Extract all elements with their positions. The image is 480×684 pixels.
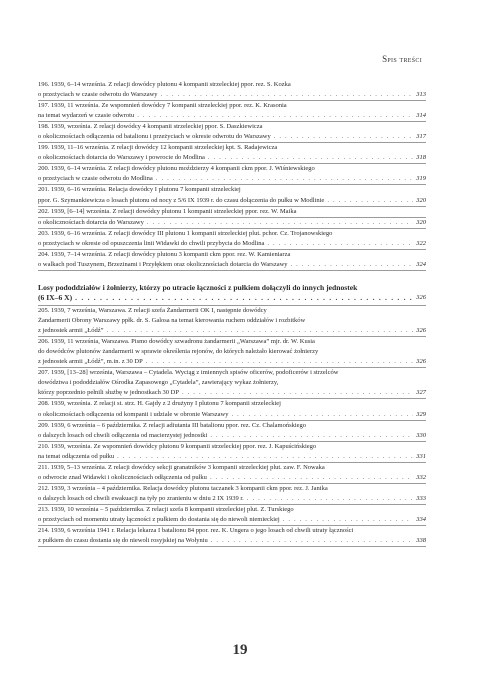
- toc-entry-text: na temat wydarzeń w czasie odwrotu: [38, 112, 135, 120]
- toc-entry-page: 319: [416, 175, 426, 183]
- toc-entry: [38, 250, 426, 270]
- section-spacer: [38, 271, 426, 283]
- toc-entry: [38, 122, 426, 142]
- toc-entry: [38, 399, 426, 419]
- section-title-line: (6 IX–6 X): [38, 293, 73, 303]
- toc-entry: [38, 164, 426, 184]
- toc-entry-page: 318: [416, 154, 426, 162]
- toc-entry-line: 203. 1939, 6–16 września. Z relacji dowódcy III plutonu 1 kompanii strzeleckiej plut. pchor. Cz. Trojanowskiego: [38, 229, 333, 237]
- toc-entry-text: o odwrocie znad Widawki i okolicznościach odłączenia od pułku: [38, 473, 207, 481]
- toc-entry-line: 199. 1939, 11–16 września. Z relacji dowódcy 12 kompanii strzeleckiej kpt. S. Radajewicza: [38, 144, 278, 152]
- toc-entry-leader-line: [38, 260, 426, 270]
- toc-entry-leader-line: [38, 357, 426, 367]
- dot-leader: [274, 132, 414, 142]
- toc-entry-line: 213. 1939, 10 września – 5 października. Z relacji szefa 8 kompanii strzeleckiej plut. Z. Turskiego: [38, 505, 294, 513]
- table-of-contents: [38, 80, 426, 547]
- toc-entry-text: o dalszych losach od chwili odłączenia od macierzystej jednostki: [38, 431, 208, 439]
- toc-entry-page: 326: [416, 327, 426, 335]
- dot-leader: [211, 536, 413, 546]
- toc-entry-page: 332: [416, 473, 426, 481]
- dot-leader: [291, 260, 414, 270]
- toc-entry-page: 320: [416, 218, 426, 226]
- toc-entry-page: 333: [416, 494, 426, 502]
- toc-entry: [38, 368, 426, 398]
- toc-entry-line: 211. 1939, 5–13 września. Z relacji dowódcy sekcji granatników 3 kompanii strzeleckiej plut. zaw. F. Nowaka: [38, 463, 325, 471]
- dot-leader: [327, 196, 413, 206]
- toc-entry-leader-line: [38, 196, 426, 206]
- dot-leader: [146, 357, 414, 367]
- toc-entry: [38, 80, 426, 100]
- toc-entry: [38, 463, 426, 483]
- toc-entry-line: 212. 1939, 3 września – 4 października. Relacja dowódcy plutonu taczanek 3 kompanii ckm ppor. rez. J. Janika: [38, 484, 328, 492]
- toc-entry-line: 201. 1939, 6–16 września. Relacja dowódcy I plutonu 7 kompanii strzeleckiej: [38, 186, 241, 194]
- dot-leader: [75, 293, 413, 304]
- toc-entry-leader-line: [38, 174, 426, 184]
- toc-entry: [38, 229, 426, 249]
- entries-group-a: [38, 80, 426, 271]
- toc-entry-text: o przeżyciach w czasie odwrotu do Warszawy: [38, 91, 158, 99]
- section-heading: [38, 283, 426, 304]
- toc-entry-page: 326: [416, 358, 426, 366]
- toc-entry-leader-line: [38, 153, 426, 163]
- dot-leader: [283, 515, 414, 525]
- toc-entry-line: 205. 1939, 7 września, Warszawa. Z relacji szefa Żandarmerii OK I, następnie dowódcy: [38, 307, 267, 315]
- toc-entry-page: 322: [416, 239, 426, 247]
- toc-entry-text: o okolicznościach dotarcia do Warszawy: [38, 218, 144, 226]
- toc-entry: [38, 484, 426, 504]
- toc-entry: [38, 421, 426, 441]
- dot-leader: [208, 153, 413, 163]
- toc-entry: [38, 505, 426, 525]
- toc-entry-page: 320: [416, 196, 426, 204]
- toc-entry-page: 317: [416, 133, 426, 141]
- toc-entry-line: 210. 1939, września. Ze wspomnień dowódcy plutonu 9 kompanii strzeleckiej ppor. rez. J. Kapuścińskiego: [38, 442, 317, 450]
- toc-entry-leader-line: [38, 90, 426, 100]
- toc-entry-line: 214. 1939, 6 września 1941 r. Relacja lekarza I batalionu 84 ppor. rez. K. Ungera o jego losach od chwili utraty łączności: [38, 527, 354, 535]
- toc-entry-leader-line: [38, 388, 426, 398]
- toc-entry-page: 334: [416, 515, 426, 523]
- dot-leader: [210, 431, 413, 441]
- toc-entry: [38, 143, 426, 163]
- toc-entry: [38, 207, 426, 217]
- toc-entry-page: 314: [416, 112, 426, 120]
- dot-leader: [147, 218, 413, 228]
- toc-entry-line: 200. 1939, 6–14 września. Z relacji dowódcy plutonu moździerzy 4 kompanii ckm ppor. J. Wiśniewskiego: [38, 165, 315, 173]
- toc-entry-text: o walkach pod Tuszynem, Brzezinami i Przyłękiem oraz okolicznościach dotarcia do Warszawy: [38, 260, 288, 268]
- dot-leader: [107, 326, 414, 336]
- toc-entry-leader-line: [38, 494, 426, 504]
- toc-entry-line: 207. 1939, [13–28] września, Warszawa – Cytadela. Wyciąg z imiennych spisów oficerów, podoficerów i strzelców: [38, 369, 339, 377]
- toc-entry: [38, 442, 426, 462]
- toc-entry-text: na temat odłączenia od pułku: [38, 452, 115, 460]
- toc-entry-line: 209. 1939, 6 września – 6 października. Z relacji adiutanta III batalionu ppor. rez. Cz. Chalamońskiego: [38, 421, 307, 429]
- toc-entry-leader-line: [38, 536, 426, 546]
- toc-entry-line: 198. 1939, września. Z relacji dowódcy 4 kompanii strzeleckiej ppor. S. Daszkiewicza: [38, 123, 263, 131]
- dot-leader: [210, 473, 413, 483]
- toc-entry-text: ppor. G. Szymankiewicza o losach plutonu od nocy z 5/6 IX 1939 r. do czasu dołączenia do pułku w Modlinie: [38, 196, 325, 204]
- toc-entry-line: 208. 1939, września. Z relacji st. strz. H. Gajdy z 2 drużyny I plutonu 7 kompanii strzeleckiej: [38, 400, 281, 408]
- dot-leader: [232, 410, 414, 420]
- toc-entry: [38, 306, 426, 336]
- toc-entry-text: z pułkiem do czasu dostania się do niewoli rosyjskiej na Wołyniu: [38, 537, 208, 545]
- toc-entry-line: 204. 1939, 7–14 września. Z relacji dowódcy plutonu 3 kompanii ckm ppor. rez. W. Kamieniarza: [38, 250, 291, 258]
- toc-entry: [38, 185, 426, 205]
- toc-entry-line: dowództwa i pododdziałów Ośrodka Zapasowego „Cytadela”, zawierający wykaz żołnierzy,: [38, 379, 279, 387]
- toc-entry-line: Żandarmerii Obrony Warszawy ppłk. dr. S. Galosa na temat kierowania ruchem oddziałów i rozbitków: [38, 317, 306, 325]
- toc-entry-text: z jednostek armii „Łódź”: [38, 327, 104, 335]
- toc-entry: [38, 526, 426, 546]
- toc-entry: [38, 218, 426, 228]
- toc-entry-leader-line: [38, 473, 426, 483]
- toc-entry-text: o przeżyciach od momentu utraty łączności z pułkiem do dostania się do niewoli niemieckiej: [38, 515, 280, 523]
- dot-leader: [161, 90, 414, 100]
- toc-entry-page: 331: [416, 452, 426, 460]
- toc-entry-text: o okolicznościach odłączenia od batalionu i przeżyciach w okresie odwrotu do Warszawy: [38, 133, 271, 141]
- running-title: Spis treści: [382, 54, 422, 64]
- entry-divider: [38, 546, 426, 547]
- toc-entry-text: o przeżyciach w okresie od opuszczenia linii Widawki do chwili przybycia do Modlina: [38, 239, 265, 247]
- toc-entry-page: 329: [416, 410, 426, 418]
- toc-entry-line: do dowódców plutonów żandarmerii w sprawie określenia rejonów, do których należało kierować żołnierzy: [38, 348, 319, 356]
- toc-entry-leader-line: [38, 326, 426, 336]
- toc-entry-line: 197. 1939, 11 września. Ze wspomnień dowódcy 7 kompanii strzeleckiej ppor. rez. K. Krasonia: [38, 102, 287, 110]
- toc-entry-text: o okolicznościach odłączenia od kompanii i udziale w obronie Warszawy: [38, 410, 229, 418]
- toc-entry-leader-line: [38, 111, 426, 121]
- toc-entry-leader-line: [38, 207, 426, 217]
- dot-leader: [137, 111, 413, 121]
- toc-entry-leader-line: [38, 431, 426, 441]
- toc-entry-leader-line: [38, 410, 426, 420]
- toc-entry-leader-line: [38, 132, 426, 142]
- toc-entry-text: którzy poprzednio pełnili służbę w jednostkach 30 DP: [38, 389, 179, 397]
- dot-leader: [247, 494, 413, 504]
- toc-entry-text: o dalszych losach od chwili ewakuacji na tyły po zranieniu w dniu 2 IX 1939 r.: [38, 494, 244, 502]
- toc-entry-leader-line: [38, 452, 426, 462]
- entries-group-b: [38, 306, 426, 547]
- section-title-leader-line: [38, 293, 426, 304]
- toc-entry-text: o przeżyciach w czasie odwrotu do Modlina: [38, 175, 153, 183]
- dot-leader: [182, 388, 413, 398]
- dot-leader: [117, 452, 413, 462]
- toc-entry-text: 202. 1939, [6–14] września. Z relacji dowódcy plutonu 1 kompanii strzeleckiej ppor. rez. W. Maika: [38, 207, 297, 215]
- toc-entry-page: 313: [416, 91, 426, 99]
- dot-leader: [267, 239, 413, 249]
- toc-entry-leader-line: [38, 515, 426, 525]
- dot-leader: [156, 174, 413, 184]
- section-title-line: Losy pododdziałów i żołnierzy, którzy po utracie łączności z pułkiem dołączyli do innych jednostek: [38, 282, 358, 292]
- toc-entry-leader-line: [38, 239, 426, 249]
- page-number: 19: [232, 642, 248, 658]
- toc-entry-line: 206. 1939, 11 września, Warszawa. Pismo dowódcy szwadronu żandarmerii „Warszawa” mjr. dr. W. Kusia: [38, 338, 315, 346]
- toc-entry-page: 324: [416, 260, 426, 268]
- section-page-number: 326: [416, 294, 426, 302]
- toc-entry-leader-line: [38, 218, 426, 228]
- toc-entry-page: 327: [416, 389, 426, 397]
- toc-entry: [38, 337, 426, 367]
- toc-entry: [38, 101, 426, 121]
- toc-entry-line: 196. 1939, 6–14 września. Z relacji dowódcy plutonu 4 kompanii strzeleckiej ppor. rez. S. Kozka: [38, 81, 291, 88]
- toc-entry-page: 330: [416, 431, 426, 439]
- toc-entry-text: z jednostek armii „Łódź”, m.in. z 30 DP: [38, 358, 143, 366]
- toc-entry-page: 338: [416, 537, 426, 545]
- toc-entry-text: o okolicznościach dotarcia do Warszawy i powrocie do Modlina: [38, 154, 205, 162]
